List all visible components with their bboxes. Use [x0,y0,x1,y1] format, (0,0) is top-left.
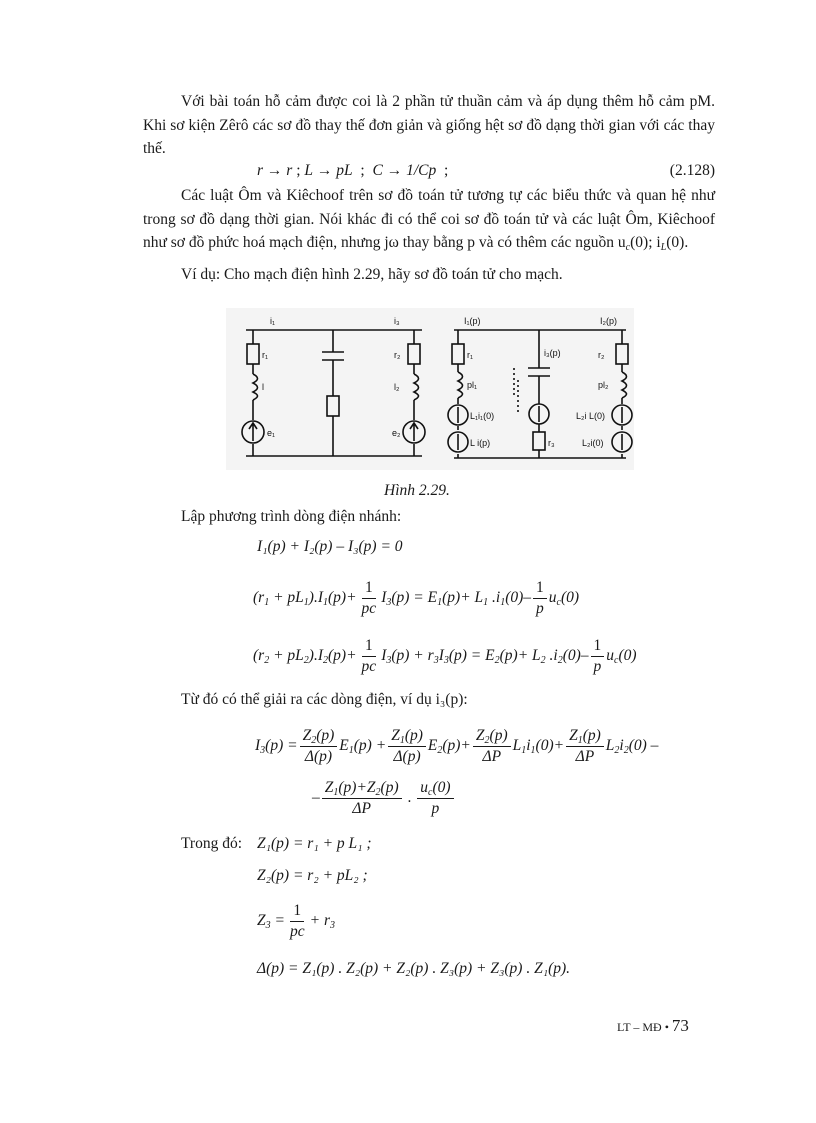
label-pL1: pl₁ [467,380,478,390]
label-r2-op: r₂ [598,350,605,360]
para2-end: (0); i [630,234,661,251]
sub-C-to: 1/Cp [406,162,437,179]
equation-solution-line-1: $I_3(p)$ = $\frac{Z_2(p)}{\Delta(p)}$ $E_1(p)$ + $\frac{Z_1(p)}{\Delta(p)}$ $E_2(p)+$ $\frac{Z_2(p)}{\Delta P}$ $L_1i_1(0)+$ $\frac{Z_1(p)}{\Delta P}$ $L_2i_2(0)$ – [255,726,659,765]
sub-r-from: r [257,162,264,179]
label-i1: i₁ [270,316,276,326]
label-i3: i₃ [394,316,400,326]
label-L2u: L₂i(0) [582,438,604,448]
label-L1i1: L₁i₁(0) [470,411,495,421]
label-I3p: i₃(p) [544,348,561,358]
arrow: → [386,162,403,179]
label-r1: r₁ [262,350,269,360]
label-L1: l [262,382,264,392]
sub-L-to: pL [336,162,353,179]
sub-r-to: r [286,162,293,179]
para2-text: Các luật Ôm và Kiêchoof trên sơ đồ toán tử tương tự các biểu thức và quan hệ như trong sơ đồ dạng thời gian. Nói khác đi có thể coi sơ đồ toán tử và các luật Ôm, Kiêchoof như sơ đồ phức hoá mạch điện, nhưng jω thay bằng p và có thêm các nguồn u [143,187,715,251]
arrow: → [316,162,333,179]
label-e2: e₂ [392,428,401,438]
where-label: Trong đó: [181,835,243,852]
sep: ; [360,162,365,179]
arrow: → [266,162,283,179]
paragraph-branch-equations: Lập phương trình dòng điện nhánh: [181,508,402,525]
label-r1-op: r₁ [467,350,474,360]
paragraph-laws: Các luật Ôm và Kiêchoof trên sơ đồ toán tử tương tự các biểu thức và quan hệ như trong sơ đồ dạng thời gian. Nói khác đi có thể coi sơ đồ toán tử và các luật Ôm, Kiêchoof như sơ đồ phức hoá mạch điện, nhưng jω thay bằng p và có thêm các nguồn $u_c(0)$; $i_L(0)$. [143,187,715,253]
circuit-figure [226,308,634,470]
label-e1: e₁ [267,428,276,438]
paragraph-example: Ví dụ: Cho mạch điện hình 2.29, hãy sơ đồ toán tử cho mạch. [181,266,563,283]
sub-L-from: L [304,162,314,179]
def-z3: $Z_3$ = $\frac{1}{pc}$ + $r_3$ [257,901,335,940]
substitution-line [257,162,715,180]
label-Li: L i(p) [470,438,491,448]
equation-number: (2.128) [669,162,715,179]
label-r2: r₂ [394,350,401,360]
label-r3: r₃ [548,438,555,448]
equation-loop-2: $(r_2 + pL_2).I_2(p)+$ $\frac{1}{pc}$ $I_3(p) + r_3I_3(p) = E_2(p)+ L_2$ $.i_2(0)-$ $\frac{1}{p}$ $u_c(0)$ [253,636,637,675]
equation-kcl: I₁(p) + I₂(p) – I₃(p) = 0 [257,538,403,555]
page-number: 73 [671,1016,689,1035]
equation-solution-line-2: – $\frac{Z_1(p)+Z_2(p)}{\Delta P}$ . $\frac{u_c(0)}{p}$ [312,772,456,824]
page-footer [617,1016,689,1036]
paragraph-solve: Từ đó có thể giải ra các dòng điện, ví dụ i₃(p): [181,691,468,708]
def-z2: Z₂(p) = r₂ + pL₂ ; [257,867,368,884]
label-L2: l₂ [394,382,400,392]
label-I2p: I₂(p) [600,316,617,326]
label-L2i: L₂i L(0) [576,411,606,421]
para2-tail: (0). [666,234,689,251]
paragraph-intro: Với bài toán hỗ cảm được coi là 2 phần tử thuần cảm và áp dụng thêm hỗ cảm pM. Khi sơ kiện Zêrô các sơ đồ thay thế đơn giản và giống hệt sơ đồ dạng thời gian với các thay thế. [143,93,715,157]
label-pL2: pl₂ [598,380,609,390]
def-delta: Δ(p) = Z₁(p) . Z₂(p) + Z₂(p) . Z₃(p) + Z₃(p) . Z₁(p). [257,960,571,977]
sep: ; [296,162,301,179]
sep: ; [443,162,449,179]
footer-label: LT – MĐ [617,1020,662,1034]
def-z1: Z₁(p) = r₁ + p L₁ ; [257,835,372,852]
footer-bullet: • [664,1020,669,1034]
label-I1p: I₁(p) [464,316,481,326]
figure-caption: Hình 2.29. [384,482,450,499]
equation-loop-1: $(r_1 + pL_1).I_1(p)+$ $\frac{1}{pc}$ $I_3(p) = E_1(p)+ L_1$ $.i_1(0)-$ $\frac{1}{p}$ $u_c(0)$ [253,578,580,617]
sub-C-from: C [372,162,383,179]
